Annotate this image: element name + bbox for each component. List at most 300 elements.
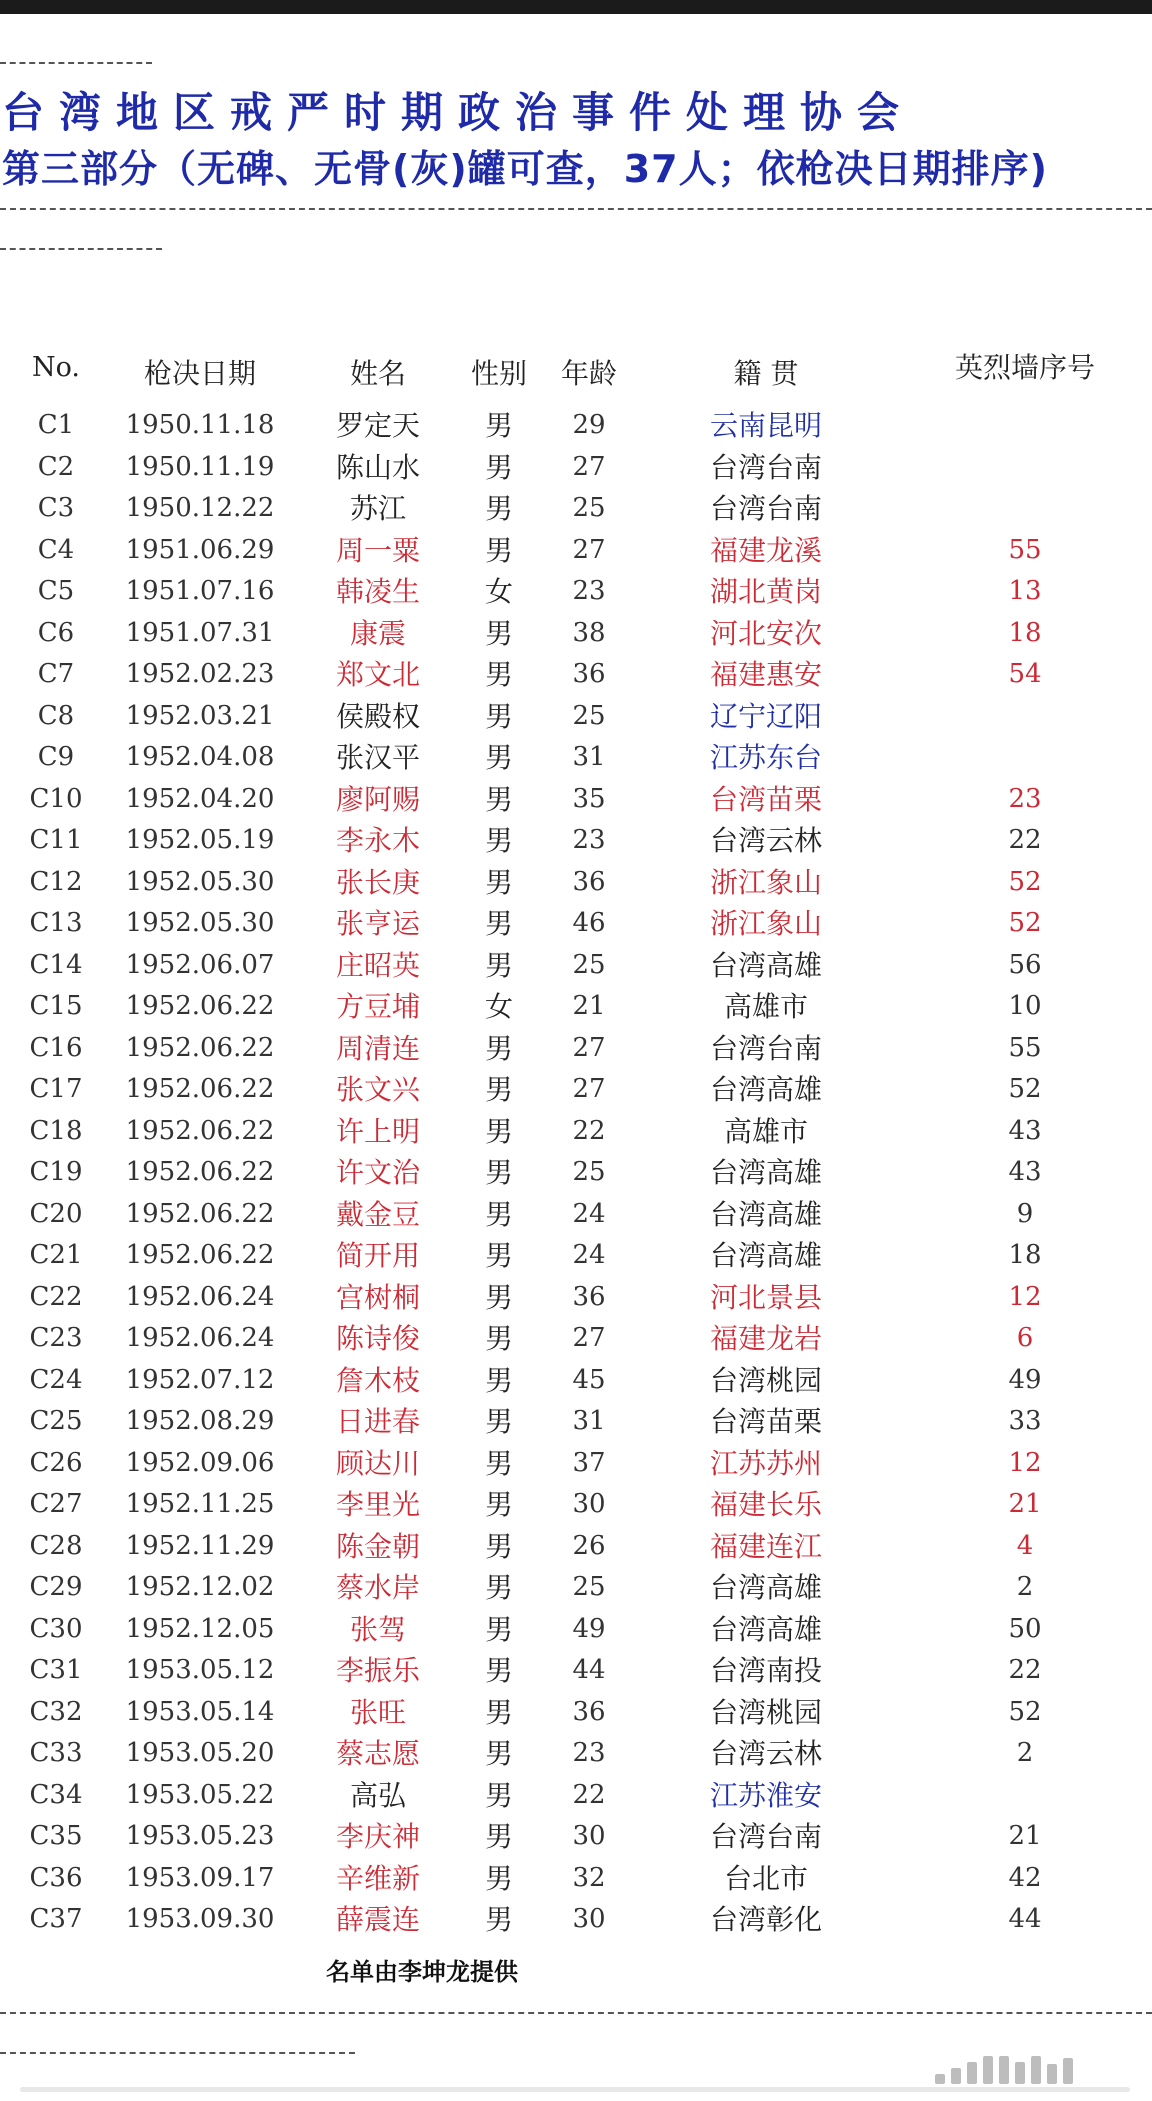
cell-wall: 9 [1016,1198,1034,1229]
cell-origin: 浙江象山 [709,907,823,940]
cell-origin: 福建龙溪 [709,533,823,567]
cell-age: 22 [572,1115,606,1146]
cell-origin: 浙江象山 [709,865,823,899]
cell-no: C12 [29,866,83,897]
table-row [0,1360,1152,1401]
watermark-bars-icon [935,2056,1085,2084]
cell-wall: 21 [1008,1821,1042,1851]
cell-date: 1953.09.30 [125,1904,275,1934]
cell-sex: 男 [484,1239,514,1272]
cell-no: C20 [29,1198,83,1229]
dashed-rule [0,248,162,250]
cell-sex: 女 [484,990,514,1023]
cell-sex: 男 [484,450,514,484]
cell-wall: 2 [1016,1738,1034,1768]
cell-age: 22 [572,1779,606,1810]
cell-date: 1952.06.24 [125,1323,275,1353]
cell-date: 1952.06.22 [125,1074,275,1104]
cell-wall: 23 [1008,783,1042,814]
cell-name: 张旺 [349,1695,407,1729]
table-row [0,447,1152,488]
cell-age: 36 [572,1696,606,1727]
cell-origin: 台北市 [723,1861,809,1895]
cell-date: 1953.09.17 [125,1862,275,1893]
cell-wall: 50 [1008,1613,1042,1644]
cell-age: 36 [572,866,606,897]
cell-name: 高弘 [349,1778,407,1812]
cell-sex: 男 [484,782,514,816]
col-header-origin: 籍 贯 [733,357,799,390]
cell-age: 27 [572,534,606,565]
cell-sex: 男 [484,907,514,940]
cell-name: 宫树桐 [335,1280,421,1314]
cell-sex: 男 [484,409,514,442]
cell-no: C5 [37,576,75,606]
table-row [0,737,1152,778]
cell-name: 张亨运 [335,907,421,940]
cell-name: 陈金朝 [335,1529,421,1563]
cell-date: 1953.05.20 [125,1738,275,1768]
cell-date: 1952.06.22 [125,991,275,1021]
table-row [0,903,1152,944]
cell-name: 周一粟 [335,533,421,567]
cell-wall: 22 [1008,825,1042,855]
cell-sex: 男 [484,1820,514,1853]
cell-name: 张汉平 [335,741,421,774]
cell-name: 韩凌生 [335,575,421,608]
cell-name: 侯殿权 [335,699,421,733]
cell-origin: 台湾高雄 [709,1571,823,1604]
cell-no: C3 [37,493,75,523]
col-header-age: 年龄 [560,357,618,390]
cell-date: 1952.06.22 [125,1198,275,1229]
table-row [0,1318,1152,1359]
table-row [0,820,1152,861]
cell-sex: 男 [484,865,514,899]
cell-origin: 台湾高雄 [709,1612,823,1646]
cell-age: 21 [572,991,606,1021]
cell-sex: 男 [484,741,514,774]
cell-date: 1952.09.06 [125,1447,275,1478]
cell-origin: 台湾南投 [709,1654,823,1687]
table-row [0,530,1152,571]
cell-age: 27 [572,1074,606,1104]
cell-no: C14 [29,949,83,980]
cell-origin: 台湾彰化 [709,1903,823,1936]
col-header-name: 姓名 [349,357,407,390]
cell-origin: 台湾高雄 [709,1197,823,1231]
cell-name: 蔡水岸 [335,1571,421,1604]
cell-sex: 男 [484,1737,514,1770]
col-header-wall: 英烈墙序号 [954,351,1096,384]
cell-date: 1953.05.22 [125,1779,275,1810]
cell-sex: 男 [484,1197,514,1231]
cell-sex: 男 [484,1529,514,1563]
cell-sex: 男 [484,1280,514,1314]
cell-name: 日进春 [335,1405,421,1438]
cell-date: 1952.06.22 [125,1240,275,1270]
cell-no: C4 [37,534,75,565]
cell-wall: 52 [1008,1696,1042,1727]
cell-wall: 22 [1008,1655,1042,1685]
table-row [0,696,1152,737]
cell-age: 36 [572,659,606,689]
cell-sex: 男 [484,1363,514,1397]
cell-date: 1950.11.18 [125,410,275,440]
cell-no: C21 [29,1240,83,1270]
cell-age: 36 [572,1281,606,1312]
cell-wall: 10 [1008,991,1042,1021]
cell-date: 1952.07.12 [125,1364,275,1395]
cell-sex: 男 [484,1114,514,1148]
cell-name: 陈山水 [335,450,421,484]
cell-date: 1953.05.12 [125,1655,275,1685]
cell-name: 顾达川 [335,1446,421,1480]
cell-no: C17 [29,1074,83,1104]
cell-age: 24 [572,1240,606,1270]
cell-wall: 18 [1008,1240,1042,1270]
col-header-date: 枪决日期 [143,357,257,390]
table-row [0,1899,1152,1940]
cell-origin: 台湾台南 [709,492,823,525]
cell-age: 23 [572,825,606,855]
cell-wall: 49 [1008,1364,1042,1395]
cell-wall: 52 [1008,1074,1042,1104]
cell-no: C26 [29,1447,83,1478]
col-header-sex: 性别 [470,357,528,390]
cell-age: 25 [572,949,606,980]
cell-age: 45 [572,1364,606,1395]
cell-sex: 男 [484,1861,514,1895]
cell-name: 薛震连 [335,1903,421,1936]
cell-age: 29 [572,410,606,440]
cell-wall: 55 [1008,534,1042,565]
cell-origin: 台湾高雄 [709,1073,823,1106]
cell-date: 1951.07.31 [125,617,275,648]
cell-origin: 台湾台南 [709,1031,823,1065]
cell-origin: 台湾高雄 [709,1156,823,1189]
cell-wall: 52 [1008,866,1042,897]
cell-date: 1953.05.14 [125,1696,275,1727]
cell-name: 李永木 [335,824,421,857]
cell-sex: 男 [484,1488,514,1521]
cell-name: 罗定天 [335,409,421,442]
cell-no: C8 [37,700,75,731]
dashed-rule [0,208,1152,210]
cell-age: 25 [572,493,606,523]
cell-origin: 台湾云林 [709,824,823,857]
cell-age: 25 [572,700,606,731]
cell-no: C34 [29,1779,83,1810]
cell-age: 27 [572,1032,606,1063]
cell-name: 简开用 [335,1239,421,1272]
table-row [0,488,1152,529]
cell-age: 23 [572,1738,606,1768]
cell-date: 1952.08.29 [125,1406,275,1436]
table-row [0,1733,1152,1774]
cell-age: 32 [572,1862,606,1893]
cell-origin: 福建连江 [709,1529,823,1563]
cell-origin: 福建龙岩 [709,1322,823,1355]
cell-sex: 男 [484,1031,514,1065]
cell-age: 38 [572,617,606,648]
cell-origin: 高雄市 [723,990,809,1023]
cell-origin: 湖北黄岗 [709,575,823,608]
cell-sex: 男 [484,1405,514,1438]
cell-sex: 男 [484,824,514,857]
table-row [0,1028,1152,1069]
cell-wall: 55 [1008,1032,1042,1063]
table-row [0,1484,1152,1525]
cell-origin: 台湾桃园 [709,1695,823,1729]
table-row [0,1277,1152,1318]
cell-date: 1952.06.07 [125,949,275,980]
table-row [0,1609,1152,1650]
cell-age: 31 [572,742,606,772]
cell-name: 李里光 [335,1488,421,1521]
cell-age: 26 [572,1530,606,1561]
cell-date: 1952.03.21 [125,700,275,731]
cell-wall: 42 [1008,1862,1042,1893]
table-row [0,1650,1152,1691]
cell-sex: 男 [484,1073,514,1106]
cell-sex: 男 [484,1612,514,1646]
cell-origin: 江苏苏州 [709,1446,823,1480]
cell-date: 1952.06.22 [125,1032,275,1063]
table-row [0,779,1152,820]
cell-date: 1952.11.25 [125,1489,275,1519]
cell-sex: 男 [484,1446,514,1480]
cell-date: 1952.06.22 [125,1157,275,1187]
cell-wall: 43 [1008,1157,1042,1187]
cell-wall: 33 [1008,1406,1042,1436]
cell-sex: 男 [484,1156,514,1189]
cell-sex: 男 [484,1322,514,1355]
cell-wall: 2 [1016,1572,1034,1602]
cell-date: 1952.04.20 [125,783,275,814]
cell-date: 1952.04.08 [125,742,275,772]
cell-wall: 13 [1008,576,1042,606]
cell-sex: 男 [484,616,514,650]
col-header-no: No. [32,352,80,383]
document-title: 台湾地区戒严时期政治事件处理协会 [2,88,915,137]
cell-no: C32 [29,1696,83,1727]
table-row [0,405,1152,446]
table-row [0,654,1152,695]
cell-sex: 男 [484,948,514,982]
cell-sex: 男 [484,533,514,567]
cell-age: 25 [572,1157,606,1187]
cell-sex: 男 [484,658,514,691]
cell-name: 廖阿赐 [335,782,421,816]
cell-name: 苏江 [349,492,407,525]
cell-origin: 河北景县 [709,1280,823,1314]
top-edge-bar [0,0,1152,14]
cell-sex: 男 [484,1778,514,1812]
cell-no: C9 [37,742,75,772]
cell-sex: 男 [484,1571,514,1604]
cell-name: 张长庚 [335,865,421,899]
cell-name: 李振乐 [335,1654,421,1687]
source-note: 名单由李坤龙提供 [326,1958,518,1986]
cell-wall: 52 [1008,908,1042,938]
cell-name: 蔡志愿 [335,1737,421,1770]
cell-date: 1952.02.23 [125,659,275,689]
cell-no: C6 [37,617,75,648]
cell-no: C35 [29,1821,83,1851]
cell-origin: 江苏东台 [709,741,823,774]
table-row [0,1152,1152,1193]
cell-origin: 辽宁辽阳 [709,699,823,733]
cell-no: C29 [29,1572,83,1602]
cell-date: 1952.05.30 [125,908,275,938]
dashed-rule [0,2012,1152,2014]
cell-name: 许文治 [335,1156,421,1189]
cell-origin: 云南昆明 [709,409,823,442]
cell-no: C13 [29,908,83,938]
cell-no: C30 [29,1613,83,1644]
cell-no: C23 [29,1323,83,1353]
cell-date: 1952.12.05 [125,1613,275,1644]
cell-age: 44 [572,1655,606,1685]
cell-age: 35 [572,783,606,814]
cell-sex: 女 [484,575,514,608]
cell-age: 24 [572,1198,606,1229]
table-row [0,986,1152,1027]
cell-wall: 18 [1008,617,1042,648]
cell-wall: 4 [1016,1530,1034,1561]
cell-no: C11 [29,825,83,855]
cell-no: C19 [29,1157,83,1187]
table-row [0,1567,1152,1608]
cell-age: 27 [572,451,606,482]
cell-no: C37 [29,1904,83,1934]
cell-wall: 43 [1008,1115,1042,1146]
cell-age: 31 [572,1406,606,1436]
cell-no: C36 [29,1862,83,1893]
cell-no: C7 [37,659,75,689]
table-row [0,945,1152,986]
cell-name: 李庆神 [335,1820,421,1853]
cell-name: 郑文北 [335,658,421,691]
table-row [0,1526,1152,1567]
cell-no: C1 [37,410,75,440]
cell-origin: 河北安次 [709,616,823,650]
cell-origin: 福建惠安 [709,658,823,691]
cell-origin: 台湾苗栗 [709,782,823,816]
cell-age: 49 [572,1613,606,1644]
cell-sex: 男 [484,699,514,733]
table-row [0,862,1152,903]
cell-wall: 54 [1008,659,1042,689]
table-row [0,1235,1152,1276]
cell-wall: 21 [1008,1489,1042,1519]
cell-origin: 台湾台南 [709,1820,823,1853]
table-row [0,1401,1152,1442]
cell-no: C24 [29,1364,83,1395]
cell-date: 1952.06.22 [125,1115,275,1146]
cell-date: 1950.11.19 [125,451,275,482]
cell-origin: 台湾苗栗 [709,1405,823,1438]
cell-name: 许上明 [335,1114,421,1148]
cell-name: 庄昭英 [335,948,421,982]
cell-date: 1951.07.16 [125,576,275,606]
cell-no: C22 [29,1281,83,1312]
cell-no: C2 [37,451,75,482]
table-row [0,1069,1152,1110]
cell-origin: 江苏淮安 [709,1778,823,1812]
cell-name: 康震 [349,616,407,650]
cell-origin: 台湾高雄 [709,1239,823,1272]
document-subtitle: 第三部分（无碑、无骨(灰)罐可查，37人；依枪决日期排序) [2,147,1048,191]
table-row [0,1775,1152,1816]
cell-sex: 男 [484,1903,514,1936]
cell-no: C25 [29,1406,83,1436]
cell-wall: 12 [1008,1447,1042,1478]
home-indicator[interactable] [20,2087,1130,2092]
table-row [0,1858,1152,1899]
cell-no: C10 [29,783,83,814]
cell-age: 30 [572,1489,606,1519]
cell-origin: 台湾高雄 [709,948,823,982]
cell-no: C33 [29,1738,83,1768]
dashed-rule [0,2052,355,2054]
cell-wall: 12 [1008,1281,1042,1312]
cell-name: 詹木枝 [335,1363,421,1397]
cell-age: 30 [572,1904,606,1934]
cell-name: 方豆埔 [335,990,421,1023]
table-row [0,1443,1152,1484]
cell-wall: 56 [1008,949,1042,980]
cell-age: 30 [572,1821,606,1851]
cell-sex: 男 [484,492,514,525]
cell-age: 37 [572,1447,606,1478]
cell-origin: 台湾桃园 [709,1363,823,1397]
cell-origin: 台湾云林 [709,1737,823,1770]
cell-no: C15 [29,991,83,1021]
table-row [0,571,1152,612]
cell-date: 1950.12.22 [125,493,275,523]
cell-age: 27 [572,1323,606,1353]
table-row [0,1111,1152,1152]
cell-date: 1951.06.29 [125,534,275,565]
cell-name: 张驾 [349,1612,407,1646]
cell-wall: 44 [1008,1904,1042,1934]
cell-age: 23 [572,576,606,606]
cell-sex: 男 [484,1654,514,1687]
cell-name: 辛维新 [335,1861,421,1895]
cell-no: C27 [29,1489,83,1519]
cell-date: 1952.05.19 [125,825,275,855]
cell-no: C28 [29,1530,83,1561]
cell-origin: 台湾台南 [709,450,823,484]
cell-no: C18 [29,1115,83,1146]
cell-age: 46 [572,908,606,938]
cell-age: 25 [572,1572,606,1602]
cell-name: 陈诗俊 [335,1322,421,1355]
table-row [0,1692,1152,1733]
cell-name: 周清连 [335,1031,421,1065]
cell-name: 张文兴 [335,1073,421,1106]
table-row [0,1816,1152,1857]
cell-date: 1952.06.24 [125,1281,275,1312]
cell-origin: 福建长乐 [709,1488,823,1521]
cell-name: 戴金豆 [335,1197,421,1231]
cell-date: 1952.12.02 [125,1572,275,1602]
cell-date: 1952.05.30 [125,866,275,897]
cell-sex: 男 [484,1695,514,1729]
cell-wall: 6 [1016,1323,1034,1353]
